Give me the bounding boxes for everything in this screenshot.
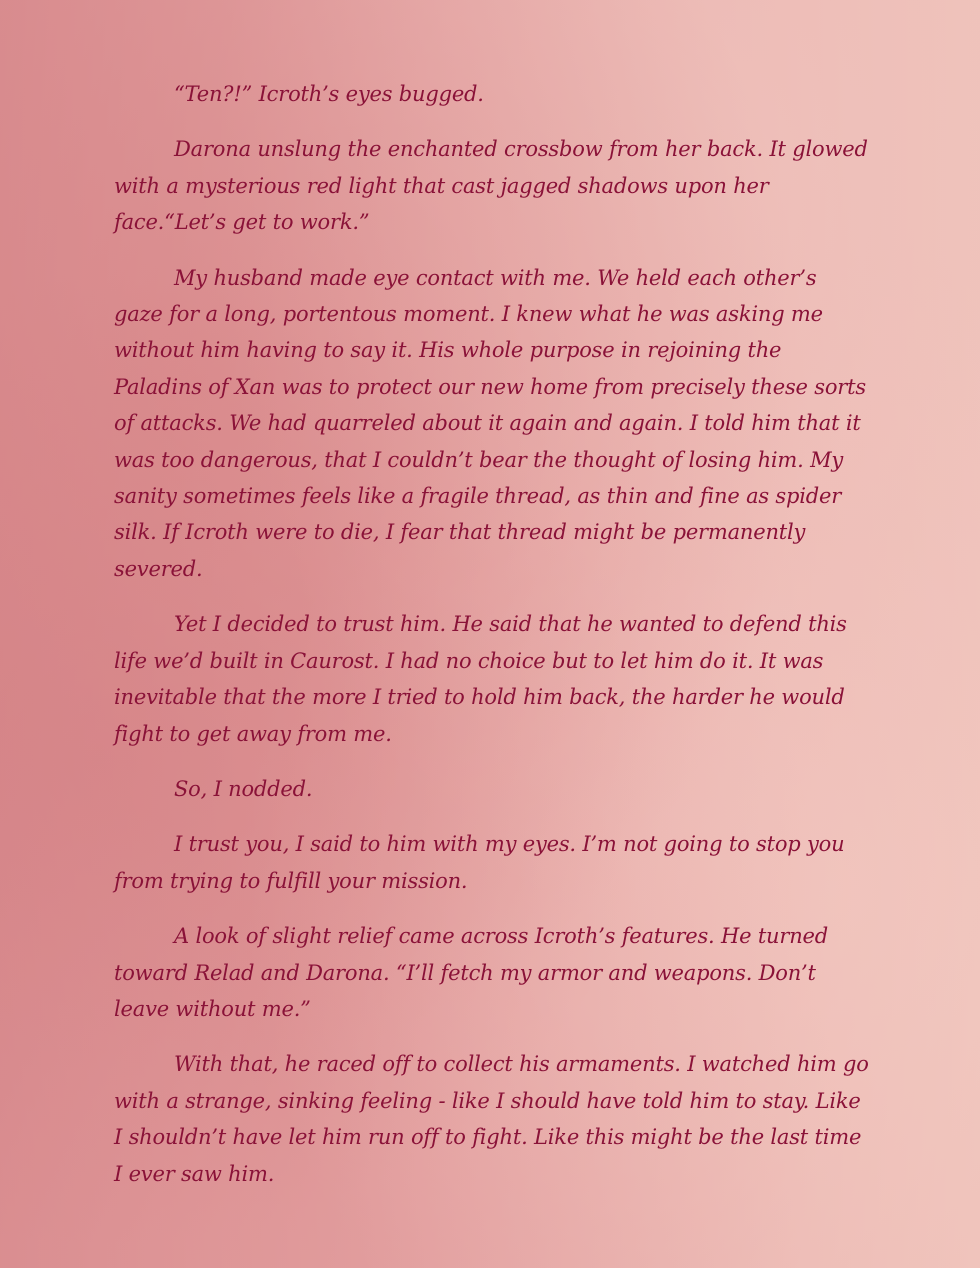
paragraph-4: Yet I decided to trust him. He said that he wanted to defend this life we’d built in Caurost. I had no choice but to let him do it. It was inevitable that the more I tried to hold him back, the harder he would fight to get away from me. [114,612,847,746]
paragraph-1: “Ten?!” Icroth’s eyes bugged. [174,82,484,106]
story-text [114,76,870,1211]
paragraph-8: With that, he raced off to collect his armaments. I watched him go with a strange, sinking feeling - like I should have told him to stay. Like I shouldn’t have let him run off to fight. Like this might be the last time I ever saw him. [114,1052,869,1186]
paragraph-3: My husband made eye contact with me. We held each other’s gaze for a long, portentous moment. I knew what he was asking me without him having to say it. His whole purpose in rejoining the Paladins of Xan was to protect our new home from precisely these sorts of attacks. We had quarreled about it again and again. I told him that it was too dangerous, that I couldn’t bear the thought of losing him. My sanity sometimes feels like a fragile thread, as thin and fine as spider silk. If Icroth were to die, I fear that thread might be permanently severed. [114,265,866,581]
paragraph-5: So, I nodded. [174,776,313,801]
paragraph-6: I trust you, I said to him with my eyes. I’m not going to stop you from trying to fulfill your mission. [114,832,845,893]
paragraph-7: A look of slight relief came across Icroth’s features. He turned toward Relad and Darona. “I’ll fetch my armor and weapons. Don’t leave without me.” [114,924,829,1021]
paragraph-2: Darona unslung the enchanted crossbow from her back. It glowed with a mysterious red light that cast jagged shadows upon her face.“Let’s get to work.” [114,137,868,235]
